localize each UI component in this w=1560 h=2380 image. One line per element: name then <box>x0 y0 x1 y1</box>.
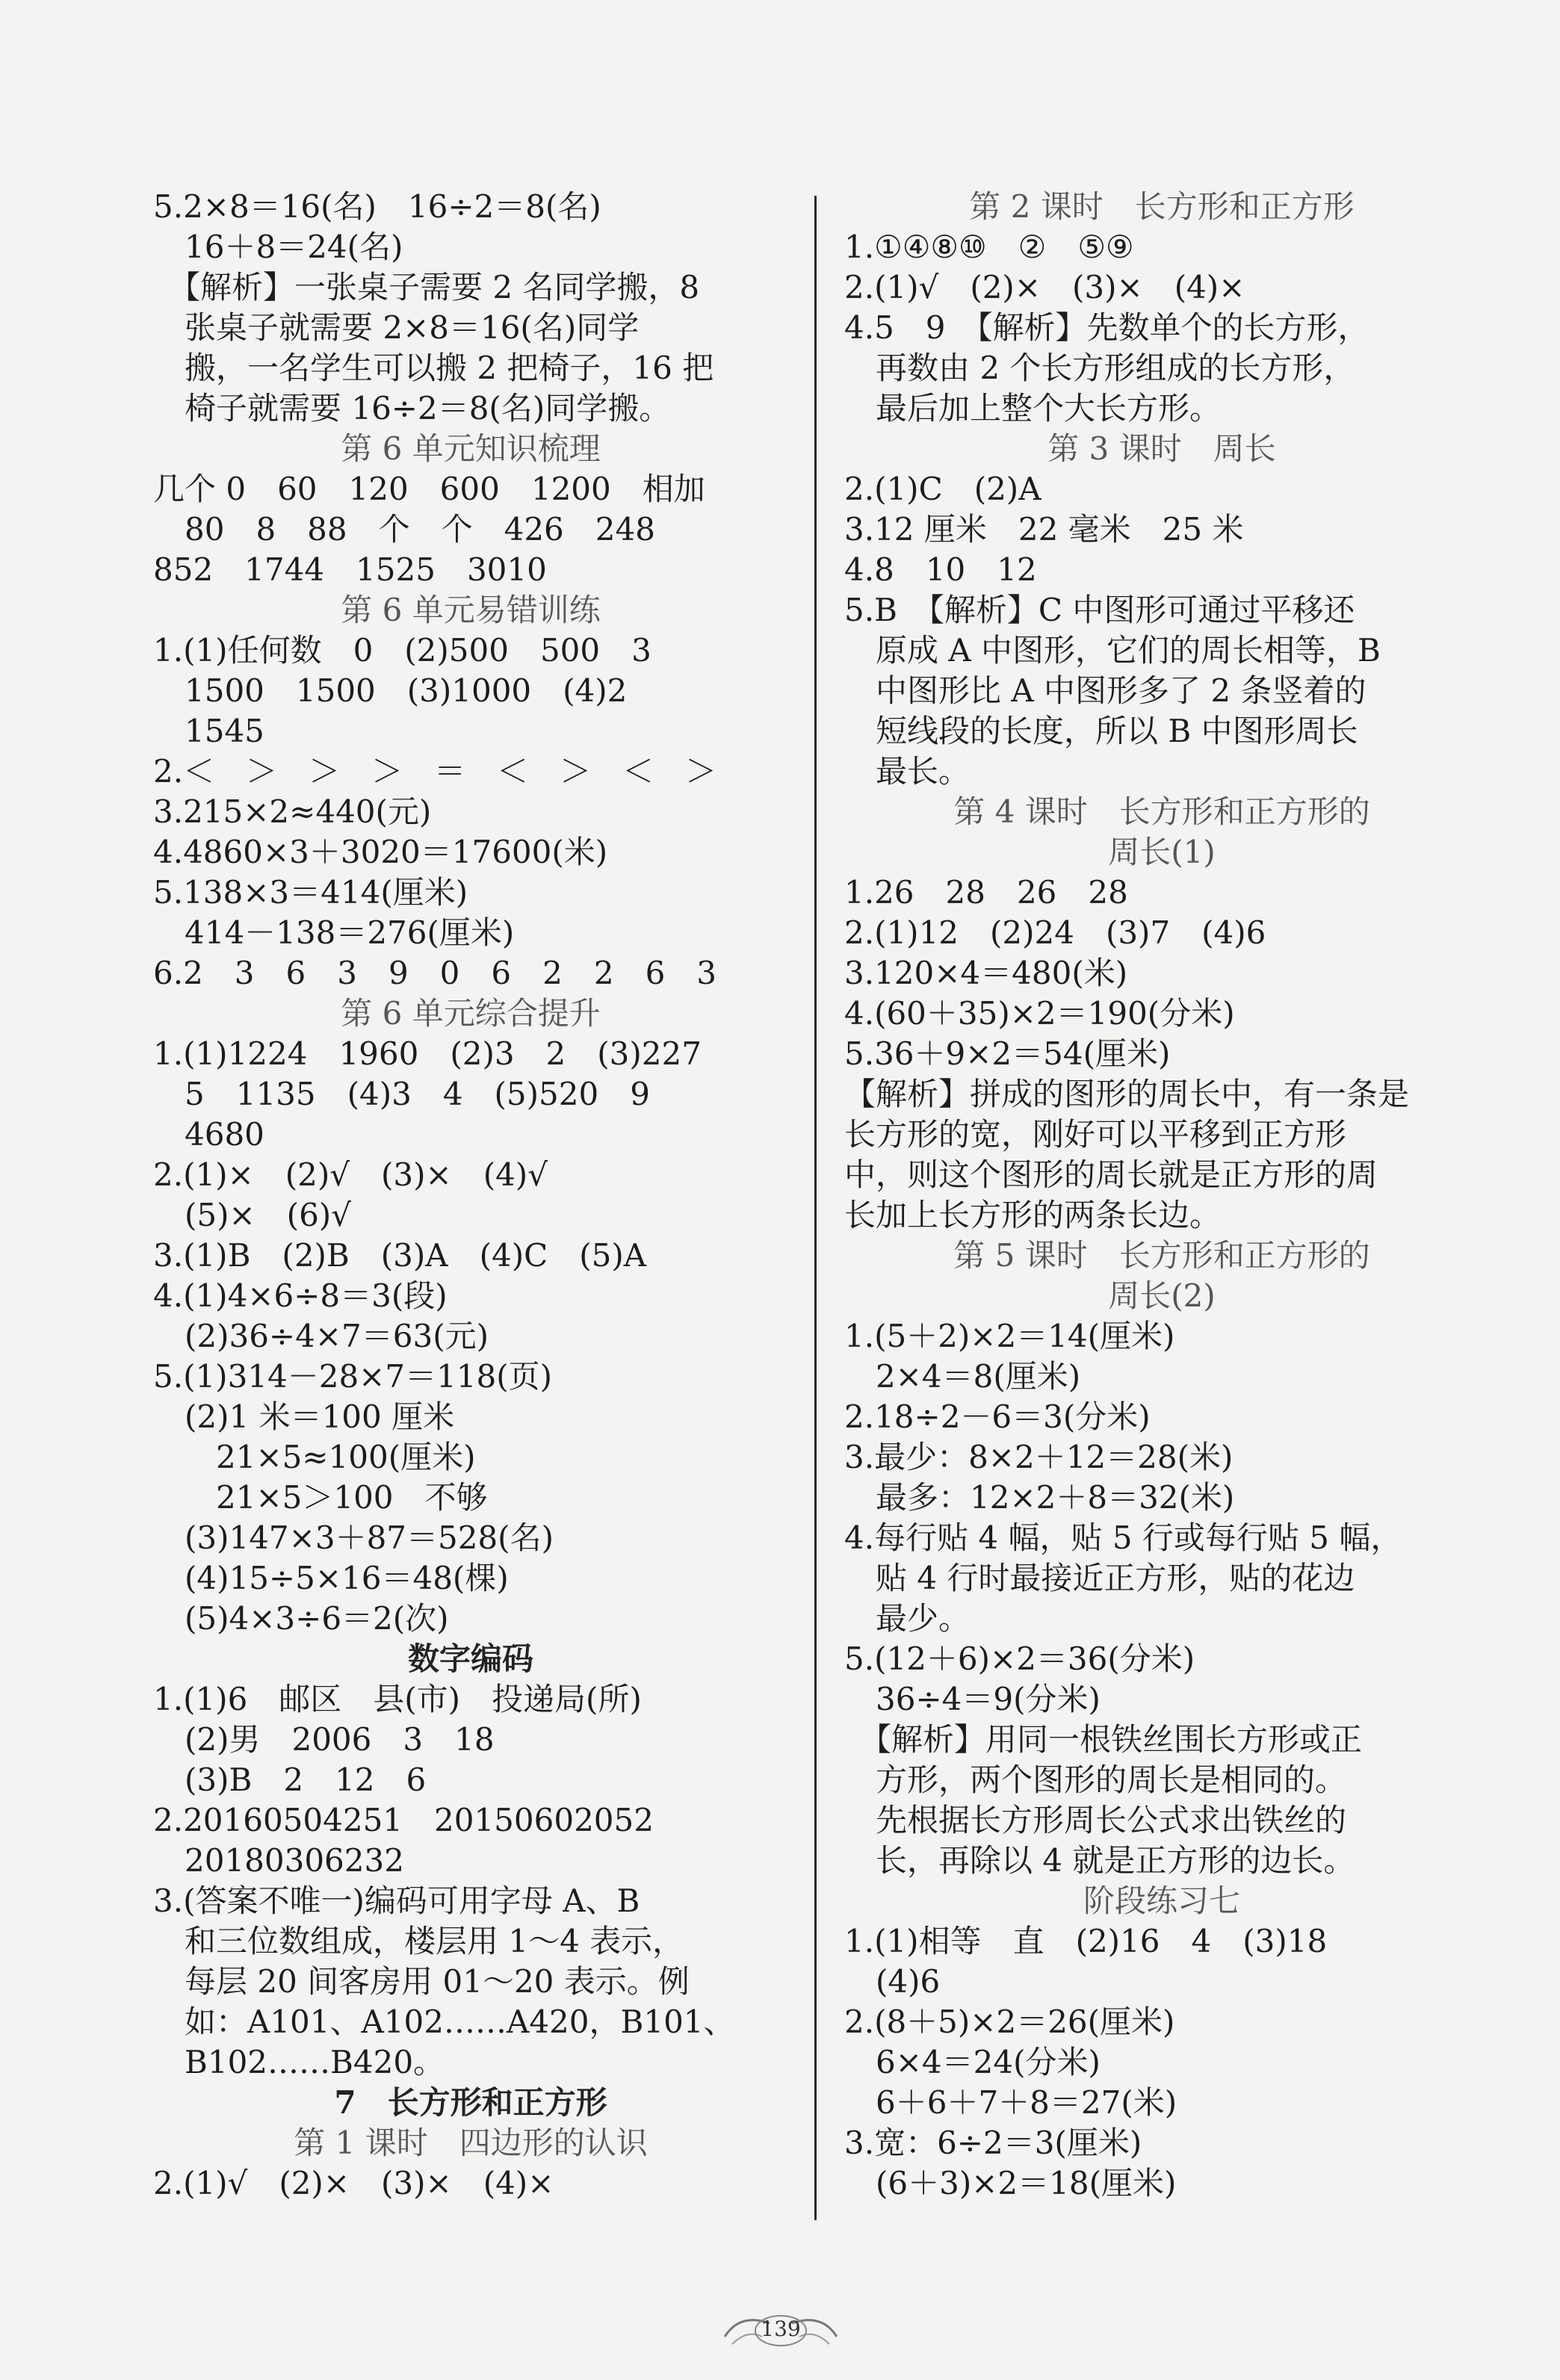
right-answer-line: 4.8 10 12 <box>844 551 1037 588</box>
left-section-heading: 数字编码 <box>407 1640 533 1677</box>
right-column <box>844 187 1479 2204</box>
left-answer-line: (3)B 2 12 6 <box>153 1761 427 1798</box>
right-answer-line: 【解析】用同一根铁丝围长方形或正 <box>844 1721 1363 1758</box>
left-answer-line: 5 1135 (4)3 4 (5)520 9 <box>153 1076 650 1112</box>
left-answer-line: 80 8 88 个 个 426 248 <box>153 511 655 548</box>
right-answer-line: 5.(12＋6)×2＝36(分米) <box>844 1640 1195 1677</box>
left-section-heading: 第 1 课时 四边形的认识 <box>294 2125 648 2161</box>
left-section-heading: 第 6 单元综合提升 <box>341 995 601 1032</box>
right-answer-line: 2.(1)√ (2)× (3)× (4)× <box>844 269 1245 306</box>
left-answer-line: (3)147×3＋87＝528(名) <box>153 1519 554 1556</box>
right-section-heading: 第 4 课时 长方形和正方形的 <box>953 793 1370 830</box>
right-answer-line: 2.18÷2－6＝3(分米) <box>844 1398 1151 1435</box>
left-answer-line: (2)36÷4×7＝63(元) <box>153 1318 489 1354</box>
left-answer-line: 【解析】一张桌子需要 2 名同学搬，8 <box>153 269 700 306</box>
right-answer-line: 1.26 28 26 28 <box>844 874 1128 911</box>
left-answer-line: (4)15÷5×16＝48(棵) <box>153 1560 509 1596</box>
left-answer-line: (5)4×3÷6＝2(次) <box>153 1600 449 1637</box>
left-answer-line: (5)× (6)√ <box>153 1197 351 1233</box>
left-answer-line: 4680 <box>153 1116 264 1153</box>
right-answer-line: 3.12 厘米 22 毫米 25 米 <box>844 511 1244 548</box>
left-answer-line: (2)男 2006 3 18 <box>153 1721 495 1758</box>
right-answer-line: 1.①④⑧⑩ ② ⑤⑨ <box>844 229 1134 265</box>
left-answer-line: 3.(答案不唯一)编码可用字母 A、B <box>153 1882 640 1919</box>
left-answer-line: 1.(1)任何数 0 (2)500 500 3 <box>153 632 651 669</box>
left-answer-line: 1545 <box>153 713 264 749</box>
right-section-heading: 阶段练习七 <box>1083 1882 1240 1919</box>
right-answer-line: 2×4＝8(厘米) <box>844 1358 1081 1395</box>
left-answer-line: 2.＜ ＞ ＞ ＞ ＝ ＜ ＞ ＜ ＞ <box>153 753 717 790</box>
right-section-heading: 第 2 课时 长方形和正方形 <box>969 188 1355 225</box>
right-answer-line: 6×4＝24(分米) <box>844 2044 1101 2080</box>
left-answer-line: 852 1744 1525 3010 <box>153 551 547 588</box>
left-answer-line: 1500 1500 (3)1000 (4)2 <box>153 672 628 709</box>
left-answer-line: 搬，一名学生可以搬 2 把椅子，16 把 <box>153 350 714 386</box>
left-answer-line: 每层 20 间客房用 01～20 表示。例 <box>153 1963 690 2000</box>
left-answer-line: (2)1 米＝100 厘米 <box>153 1398 455 1435</box>
left-answer-line: 21×5≈100(厘米) <box>153 1439 476 1475</box>
right-answer-line: 短线段的长度，所以 B 中图形周长 <box>844 713 1358 749</box>
right-answer-line: 长，再除以 4 就是正方形的边长。 <box>844 1842 1355 1879</box>
left-answer-line: 2.(1)× (2)√ (3)× (4)√ <box>153 1156 548 1193</box>
left-answer-line: 3.(1)B (2)B (3)A (4)C (5)A <box>153 1237 647 1274</box>
left-answer-line: 20180306232 <box>153 1842 404 1879</box>
right-answer-line: 先根据长方形周长公式求出铁丝的 <box>844 1802 1347 1838</box>
left-answer-line: 张桌子就需要 2×8＝16(名)同学 <box>153 309 640 346</box>
right-answer-line: 1.(1)相等 直 (2)16 4 (3)18 <box>844 1923 1328 1959</box>
right-answer-line: 4.(60＋35)×2＝190(分米) <box>844 995 1235 1032</box>
page-number: 139 <box>761 2317 801 2341</box>
right-answer-line: 5.B 【解析】C 中图形可通过平移还 <box>844 592 1355 628</box>
left-answer-line: 2.20160504251 20150602052 <box>153 1802 654 1838</box>
left-answer-line: 21×5＞100 不够 <box>153 1479 488 1516</box>
right-section-heading: 第 5 课时 长方形和正方形的 <box>953 1237 1370 1274</box>
right-answer-line: 2.(8＋5)×2＝26(厘米) <box>844 2004 1175 2040</box>
left-answer-line: 5.(1)314－28×7＝118(页) <box>153 1358 553 1395</box>
left-answer-line: 6.2 3 6 3 9 0 6 2 2 6 3 <box>153 955 717 991</box>
left-answer-line: 2.(1)√ (2)× (3)× (4)× <box>153 2165 554 2201</box>
left-answer-line: B102……B420。 <box>153 2044 445 2080</box>
left-section-heading: 7 长方形和正方形 <box>334 2084 607 2121</box>
left-answer-line: 几个 0 60 120 600 1200 相加 <box>153 471 705 507</box>
left-answer-line: 4.(1)4×6÷8＝3(段) <box>153 1277 448 1314</box>
right-answer-line: 原成 A 中图形，它们的周长相等，B <box>844 632 1381 669</box>
right-answer-line: 4.5 9 【解析】先数单个的长方形， <box>844 309 1369 346</box>
right-answer-line: (4)6 <box>844 1963 941 2000</box>
right-answer-line: 3.120×4＝480(米) <box>844 955 1128 991</box>
right-section-heading: 周长(2) <box>1108 1277 1216 1314</box>
right-answer-line: 2.(1)C (2)A <box>844 471 1041 507</box>
left-section-heading: 第 6 单元知识梳理 <box>341 430 601 467</box>
right-answer-line: 中，则这个图形的周长就是正方形的周 <box>844 1156 1378 1193</box>
right-answer-line: 最多：12×2＋8＝32(米) <box>844 1479 1235 1516</box>
column-divider <box>814 196 817 2220</box>
right-answer-line: 方形，两个图形的周长是相同的。 <box>844 1761 1347 1798</box>
right-answer-line: 5.36＋9×2＝54(厘米) <box>844 1035 1171 1072</box>
right-answer-line: 3.最少：8×2＋12＝28(米) <box>844 1439 1234 1475</box>
right-answer-line: 1.(5＋2)×2＝14(厘米) <box>844 1318 1175 1354</box>
right-answer-line: 36÷4＝9(分米) <box>844 1681 1101 1717</box>
left-answer-line: 如：A101、A102……A420，B101、 <box>153 2004 735 2040</box>
right-answer-line: 最后加上整个大长方形。 <box>844 390 1222 427</box>
left-answer-line: 5.2×8＝16(名) 16÷2＝8(名) <box>153 188 601 225</box>
right-section-heading: 周长(1) <box>1108 834 1216 870</box>
left-answer-line: 和三位数组成，楼层用 1～4 表示， <box>153 1923 684 1959</box>
left-answer-line: 椅子就需要 16÷2＝8(名)同学搬。 <box>153 390 671 427</box>
right-section-heading: 第 3 课时 周长 <box>1047 430 1276 467</box>
left-answer-line: 5.138×3＝414(厘米) <box>153 874 468 911</box>
right-answer-line: 2.(1)12 (2)24 (3)7 (4)6 <box>844 914 1266 951</box>
left-answer-line: 1.(1)1224 1960 (2)3 2 (3)227 <box>153 1035 702 1072</box>
left-answer-line: 3.215×2≈440(元) <box>153 793 432 830</box>
right-answer-line: 再数由 2 个长方形组成的长方形， <box>844 350 1355 386</box>
right-answer-line: 4.每行贴 4 幅，贴 5 行或每行贴 5 幅， <box>844 1519 1402 1556</box>
left-answer-line: 1.(1)6 邮区 县(市) 投递局(所) <box>153 1681 642 1717</box>
right-answer-line: 6＋6＋7＋8＝27(米) <box>844 2084 1177 2121</box>
right-answer-line: (6＋3)×2＝18(厘米) <box>844 2165 1177 2201</box>
left-answer-line: 414－138＝276(厘米) <box>153 914 515 951</box>
left-column <box>153 187 788 2204</box>
right-answer-line: 长方形的宽，刚好可以平移到正方形 <box>844 1116 1347 1153</box>
right-answer-line: 最长。 <box>844 753 971 790</box>
right-answer-line: 【解析】拼成的图形的周长中，有一条是 <box>844 1076 1410 1112</box>
left-answer-line: 16＋8＝24(名) <box>153 229 403 265</box>
right-answer-line: 长加上长方形的两条长边。 <box>844 1197 1222 1233</box>
left-answer-line: 4.4860×3＋3020＝17600(米) <box>153 834 608 870</box>
left-section-heading: 第 6 单元易错训练 <box>341 592 601 628</box>
right-answer-line: 3.宽：6÷2＝3(厘米) <box>844 2125 1142 2161</box>
right-answer-line: 最少。 <box>844 1600 971 1637</box>
right-answer-line: 贴 4 行时最接近正方形，贴的花边 <box>844 1560 1355 1596</box>
right-answer-line: 中图形比 A 中图形多了 2 条竖着的 <box>844 672 1366 709</box>
